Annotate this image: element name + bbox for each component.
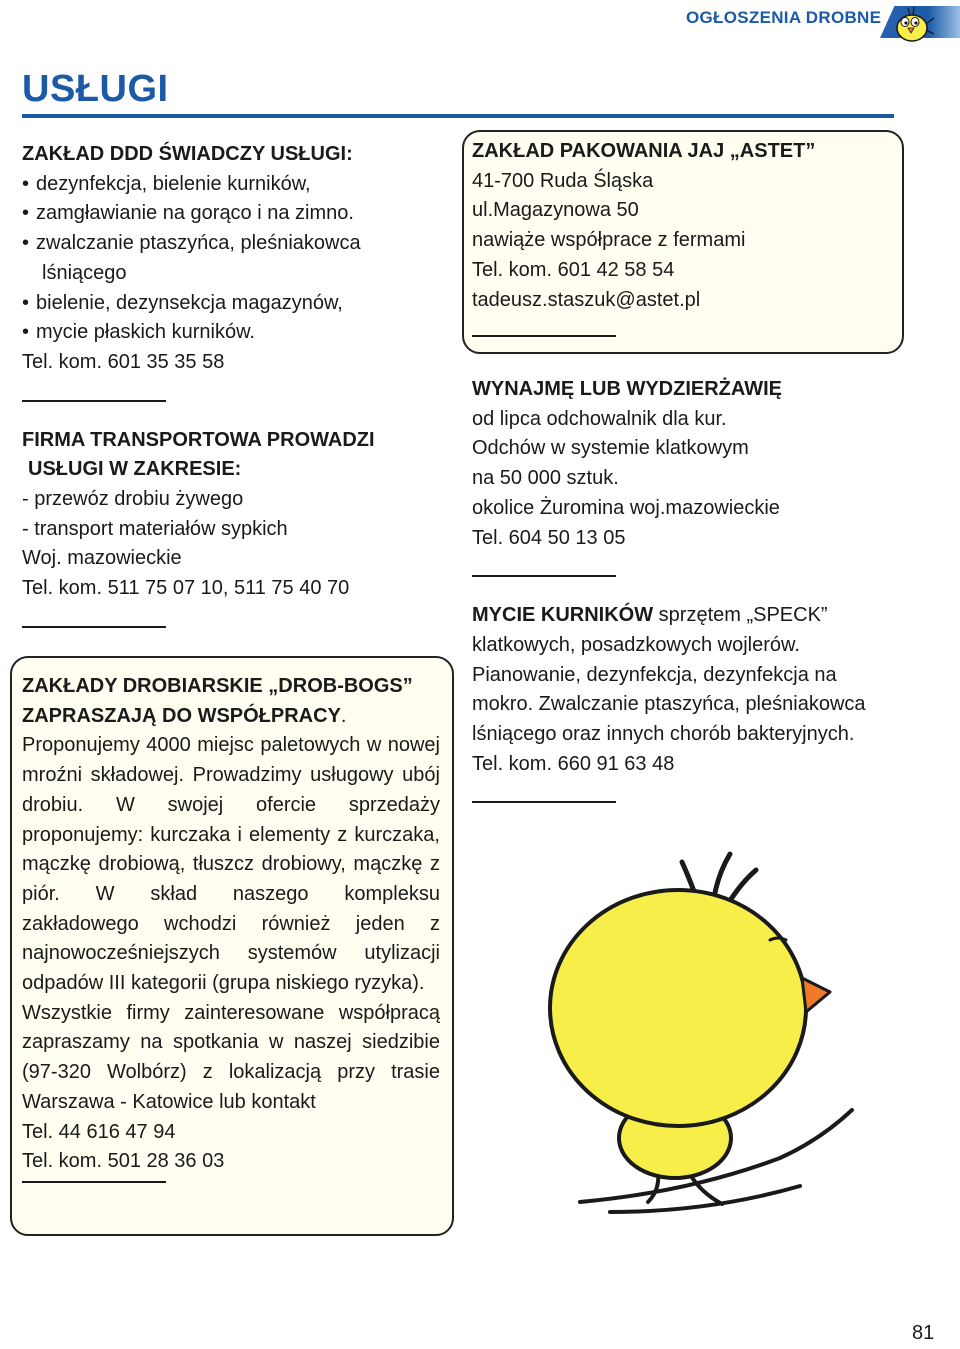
- list-item: • bielenie, dezynsekcja magazynów,: [22, 289, 442, 319]
- ad-mycie-phone: Tel. kom. 660 91 63 48: [472, 752, 675, 775]
- ad-wynajme-line: na 50 000 sztuk.: [472, 467, 619, 490]
- ad-drob-bogs-head-2-wrap: [22, 702, 440, 732]
- ad-transport-head-2: USŁUGI W ZAKRESIE:: [28, 458, 242, 481]
- ad-drob-bogs-head-2: ZAPRASZAJĄ DO WSPÓŁPRACY: [22, 704, 341, 727]
- ad-mycie-head-wrap: [472, 601, 902, 631]
- ad-astet-line: 41-700 Ruda Śląska: [472, 169, 654, 192]
- list-item: • zwalczanie ptaszyńca, pleśniakowca: [22, 229, 442, 259]
- list-item: • mycie płaskich kurników.: [22, 318, 442, 348]
- separator: [472, 575, 616, 577]
- ad-drob-bogs-head-dot: .: [340, 704, 347, 727]
- separator: [22, 626, 166, 628]
- ad-drob-bogs-phone-2: Tel. kom. 501 28 36 03: [22, 1150, 225, 1173]
- page-number: 81: [912, 1322, 935, 1344]
- ad-mycie-head: MYCIE KURNIKÓW: [472, 604, 654, 627]
- ad-transport-phone: Tel. kom. 511 75 07 10, 511 75 40 70: [22, 577, 350, 600]
- ad-transport-line: - transport materiałów sypkich: [22, 517, 288, 540]
- left-column: [22, 140, 442, 652]
- ad-wynajme-line: Odchów w systemie klatkowym: [472, 437, 749, 460]
- ad-drob-bogs-head-1: ZAKŁADY DROBIARSKIE „DROB-BOGS”: [22, 675, 413, 697]
- separator: [472, 801, 616, 803]
- ad-ddd-head: ZAKŁAD DDD ŚWIADCZY USŁUGI:: [22, 143, 353, 165]
- ad-drob-bogs-body-2: Wszystkie firmy zainteresowane współpracą zapraszamy na spotkania w naszej siedzibie (97-320 Wolbórz) z lokalizacją przy trasie Warszawa - Katowice lub kontakt: [22, 1001, 440, 1113]
- ad-transport-line: Woj. mazowieckie: [22, 547, 182, 570]
- ad-mycie-line: klatkowych, posadzkowych wojlerów.: [472, 633, 800, 656]
- ad-drob-bogs-phone-1: Tel. 44 616 47 94: [22, 1120, 176, 1143]
- ad-ddd-bullets: [22, 170, 442, 348]
- ad-drob-bogs: [22, 672, 440, 1207]
- ad-wynajme-phone: Tel. 604 50 13 05: [472, 526, 626, 549]
- section-title: USŁUGI: [22, 68, 169, 110]
- separator: [472, 335, 616, 337]
- ad-wynajme-head: WYNAJMĘ LUB WYDZIERŻAWIĘ: [472, 378, 782, 400]
- chick-icon: [890, 4, 936, 44]
- separator: [22, 1181, 166, 1183]
- ad-transport-head-1: FIRMA TRANSPORTOWA PROWADZI: [22, 428, 375, 451]
- ad-drob-bogs-body: Proponujemy 4000 miejsc paletowych w nowej mroźni składowej. Prowadzimy usługowy ubój drobiu. W swojej ofercie sprzedaży proponujemy: kurczaka i elementy z kurczaka, mączkę drobiową, tłuszcz drobiowy, mączkę z piór. W skład naszego kompleksu zakładowego wchodzi również jeden z najnowocześniejszych systemów utylizacji odpadów III kategorii (grupa niskiego ryzyka).: [22, 734, 440, 995]
- ad-transport-line: - przewóz drobiu żywego: [22, 488, 244, 511]
- ad-mycie-line: lśniącego oraz innych chorób bakteryjnych.: [472, 723, 855, 746]
- ad-mycie-line: Pianowanie, dezynfekcja, dezynfekcja na: [472, 663, 837, 686]
- right-column: [472, 375, 902, 827]
- ad-astet-phone: Tel. kom. 601 42 58 54: [472, 258, 675, 281]
- title-rule: [22, 114, 894, 118]
- separator: [22, 400, 166, 402]
- list-item: • dezynfekcja, bielenie kurników,: [22, 170, 442, 200]
- chick-illustration: [540, 840, 870, 1220]
- ad-ddd: [22, 140, 442, 402]
- ad-astet-head: ZAKŁAD PAKOWANIA JAJ „ASTET”: [472, 140, 816, 162]
- ad-wynajme-line: okolice Żuromina woj.mazowieckie: [472, 496, 780, 519]
- ad-transport: [22, 426, 442, 628]
- ad-astet-email: tadeusz.staszuk@astet.pl: [472, 288, 701, 311]
- ad-mycie-line: mokro. Zwalczanie ptaszyńca, pleśniakowca: [472, 693, 866, 716]
- list-item: • zamgławianie na gorąco i na zimno.: [22, 199, 442, 229]
- ad-wynajme-line: od lipca odchowalnik dla kur.: [472, 407, 727, 430]
- list-item-continuation: lśniącego: [42, 261, 127, 284]
- ad-astet-line: ul.Magazynowa 50: [472, 199, 639, 222]
- header-category: OGŁOSZENIA DROBNE: [686, 8, 882, 27]
- ad-astet: [472, 137, 892, 361]
- ad-ddd-phone: Tel. kom. 601 35 35 58: [22, 350, 225, 373]
- ad-astet-line: nawiąże współprace z fermami: [472, 229, 746, 252]
- ad-mycie-head-rest: sprzętem „SPECK”: [653, 604, 828, 627]
